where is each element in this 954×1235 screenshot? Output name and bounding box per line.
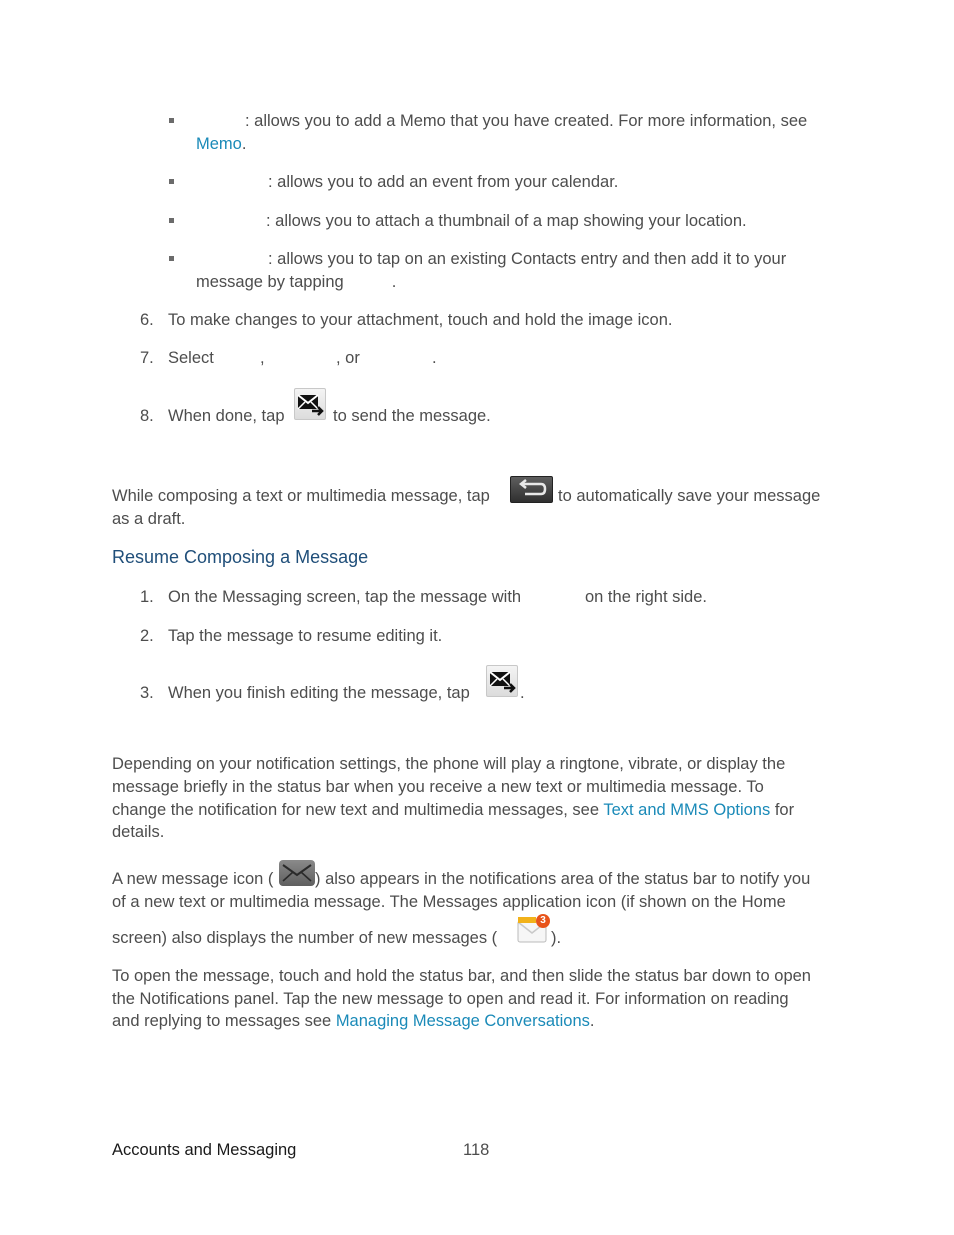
step-text: Tap the message to resume editing it. <box>168 627 443 645</box>
bullet-memo-text: : allows you to add a Memo that you have created. For more information, see <box>245 112 808 130</box>
step-text: When you finish editing the message, tap <box>168 684 470 702</box>
bullet-marker <box>169 118 174 123</box>
bullet-contacts-line2: message by tapping . <box>196 273 397 291</box>
back-icon <box>510 476 553 503</box>
notif-text: and replying to messages see Managing Message Conversations. <box>112 1012 595 1030</box>
step-text: To make changes to your attachment, touch and hold the image icon. <box>168 311 673 329</box>
bullet-contacts-text: : allows you to tap on an existing Contacts entry and then add it to your <box>268 250 787 268</box>
notif-text: the Notifications panel. Tap the new message to open and read it. For information on reading <box>112 990 789 1008</box>
envelope-icon <box>279 860 315 886</box>
step-number: 7. <box>140 349 154 367</box>
messages-app-icon <box>516 913 552 945</box>
bullet-location-text: : allows you to attach a thumbnail of a map showing your location. <box>266 212 747 230</box>
step-text: On the Messaging screen, tap the message with <box>168 588 522 606</box>
bullet-marker <box>169 179 174 184</box>
notif-text: A new message icon ( <box>112 870 274 888</box>
step-text: to send the message. <box>333 407 491 425</box>
badge-count: 3 <box>540 915 546 926</box>
send-message-icon <box>294 388 326 420</box>
bullet-memo-line2: Memo. <box>196 135 247 153</box>
step-text: , <box>260 349 265 367</box>
send-message-icon <box>486 665 518 697</box>
memo-link[interactable]: Memo <box>196 135 242 153</box>
draft-text: as a draft. <box>112 510 186 528</box>
notif-text: ). <box>551 929 562 947</box>
notif-text: ) also appears in the notifications area of the status bar to notify you <box>315 870 811 888</box>
draft-text: While composing a text or multimedia message, tap <box>112 487 490 505</box>
notif-text: screen) also displays the number of new messages ( <box>112 929 498 947</box>
bullet-calendar-text: : allows you to add an event from your calendar. <box>268 173 619 191</box>
step-text: Select <box>168 349 214 367</box>
managing-conversations-link[interactable]: Managing Message Conversations <box>335 1012 590 1030</box>
page-number: 118 <box>463 1141 490 1159</box>
bullet-marker <box>169 256 174 261</box>
notif-text: details. <box>112 823 165 841</box>
notif-text: message briefly in the status bar when you receive a new text or multimedia message. To <box>112 778 764 796</box>
text-mms-options-link[interactable]: Text and MMS Options <box>603 801 771 819</box>
step-number: 8. <box>140 407 154 425</box>
notif-text: of a new text or multimedia message. The Messages application icon (if shown on the Home <box>112 893 786 911</box>
step-text: . <box>520 684 525 702</box>
step-text: , or <box>336 349 360 367</box>
draft-text: to automatically save your message <box>558 487 821 505</box>
step-text: When done, tap <box>168 407 285 425</box>
bullet-marker <box>169 218 174 223</box>
section-heading: Resume Composing a Message <box>112 547 369 567</box>
step-number: 3. <box>140 684 154 702</box>
step-text: on the right side. <box>585 588 707 606</box>
step-text: . <box>432 349 437 367</box>
notif-text: Depending on your notification settings, the phone will play a ringtone, vibrate, or display the <box>112 755 786 773</box>
step-number: 2. <box>140 627 154 645</box>
footer-section: Accounts and Messaging <box>112 1141 297 1159</box>
notif-text: To open the message, touch and hold the status bar, and then slide the status bar down to open <box>112 967 811 985</box>
step-number: 1. <box>140 588 154 606</box>
step-number: 6. <box>140 311 154 329</box>
notif-text: change the notification for new text and multimedia messages, see Text and MMS Options for <box>112 801 795 819</box>
